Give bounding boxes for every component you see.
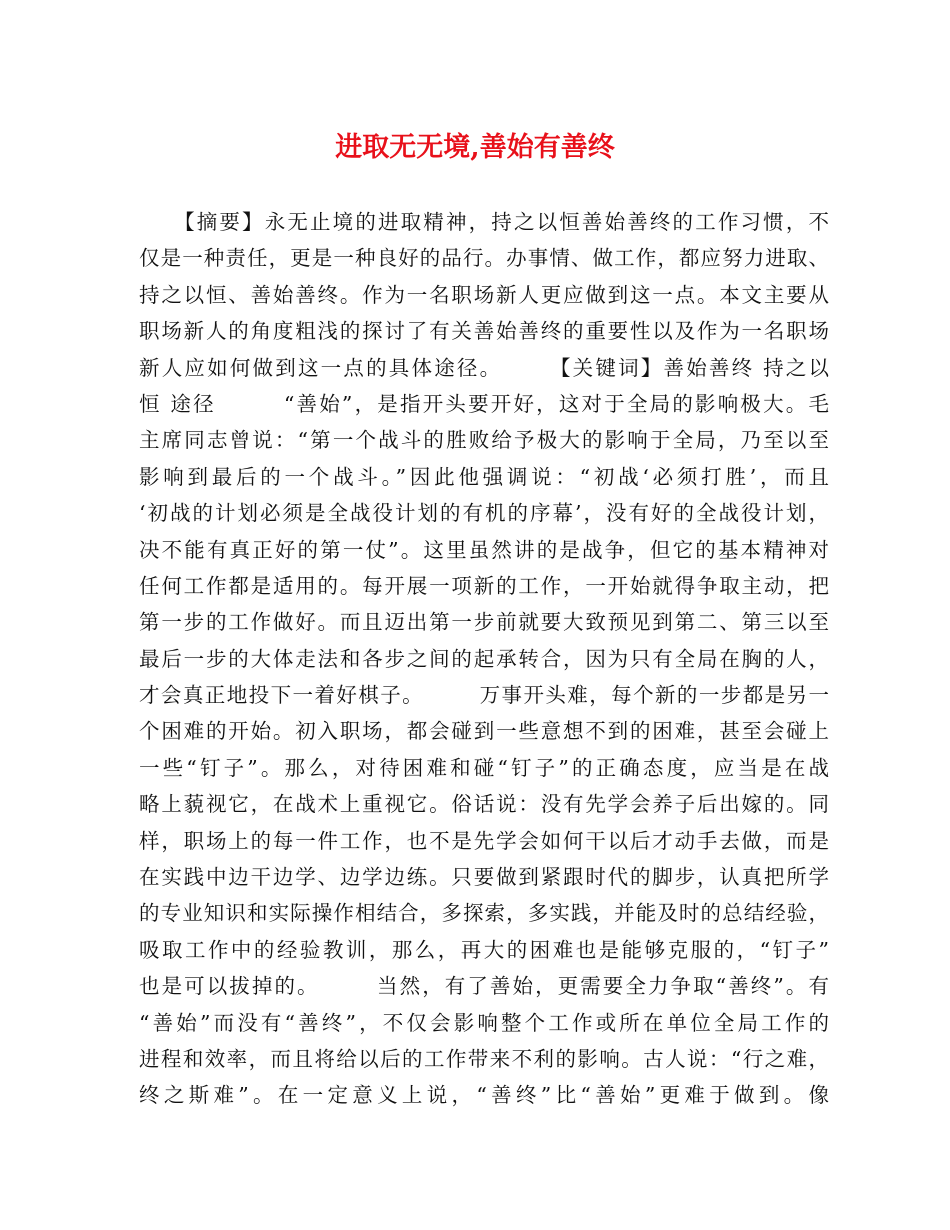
document-title: 进取无无境,善始有善终 (335, 132, 615, 163)
body-line: 的专业知识和实际操作相结合，多探索，多实践，并能及时的总结经验， (139, 901, 829, 926)
body-line: 最后一步的大体走法和各步之间的起承转合，因为只有全局在胸的人， (139, 646, 829, 671)
body-line: 职场新人的角度粗浅的探讨了有关善始善终的重要性以及作为一名职场 (139, 319, 829, 344)
body-line: 恒 途径 “善始”，是指开头要开好，这对于全局的影响极大。毛 (139, 391, 829, 416)
body-line: 终之斯难”。在一定意义上说，“善终”比“善始”更难于做到。像 (139, 1083, 829, 1108)
body-line: 决不能有真正好的第一仗”。这里虽然讲的是战争，但它的基本精神对 (139, 537, 829, 562)
body-line: 主席同志曾说：“第一个战斗的胜败给予极大的影响于全局，乃至以至 (139, 428, 829, 453)
body-line: 新人应如何做到这一点的具体途径。 【关键词】善始善终 持之以 (139, 355, 829, 380)
document-body (139, 204, 829, 1114)
body-line: ‘初战的计划必须是全战役计划的有机的序幕’，没有好的全战役计划， (139, 501, 829, 526)
body-line: 样，职场上的每一件工作，也不是先学会如何干以后才动手去做，而是 (139, 828, 829, 853)
body-line: 任何工作都是适用的。每开展一项新的工作，一开始就得争取主动，把 (139, 573, 829, 598)
body-line: 也是可以拔掉的。 当然，有了善始，更需要全力争取“善终”。有 (139, 974, 829, 999)
body-line: “善始”而没有“善终”，不仅会影响整个工作或所在单位全局工作的 (139, 1010, 829, 1035)
body-line: 第一步的工作做好。而且迈出第一步前就要大致预见到第二、第三以至 (139, 610, 829, 635)
body-line: 【摘要】永无止境的进取精神，持之以恒善始善终的工作习惯，不 (139, 210, 829, 234)
body-line: 一些“钉子”。那么，对待困难和碰“钉子”的正确态度，应当是在战 (139, 755, 829, 780)
body-line: 在实践中边干边学、边学边练。只要做到紧跟时代的脚步，认真把所学 (139, 865, 829, 890)
body-line: 进程和效率，而且将给以后的工作带来不利的影响。古人说：“行之难， (139, 1046, 829, 1071)
body-line: 略上藐视它，在战术上重视它。俗话说：没有先学会养子后出嫁的。同 (139, 792, 829, 817)
body-line: 个困难的开始。初入职场，都会碰到一些意想不到的困难，甚至会碰上 (139, 719, 829, 744)
body-line: 仅是一种责任，更是一种良好的品行。办事情、做工作，都应努力进取、 (139, 246, 829, 271)
body-line: 持之以恒、善始善终。作为一名职场新人更应做到这一点。本文主要从 (139, 282, 829, 307)
body-line: 才会真正地投下一着好棋子。 万事开头难，每个新的一步都是另一 (139, 683, 829, 708)
body-line: 吸取工作中的经验教训，那么，再大的困难也是能够克服的，“钉子” (139, 937, 829, 962)
body-line: 影响到最后的一个战斗。”因此他强调说：“初战‘必须打胜’，而且 (139, 464, 829, 489)
